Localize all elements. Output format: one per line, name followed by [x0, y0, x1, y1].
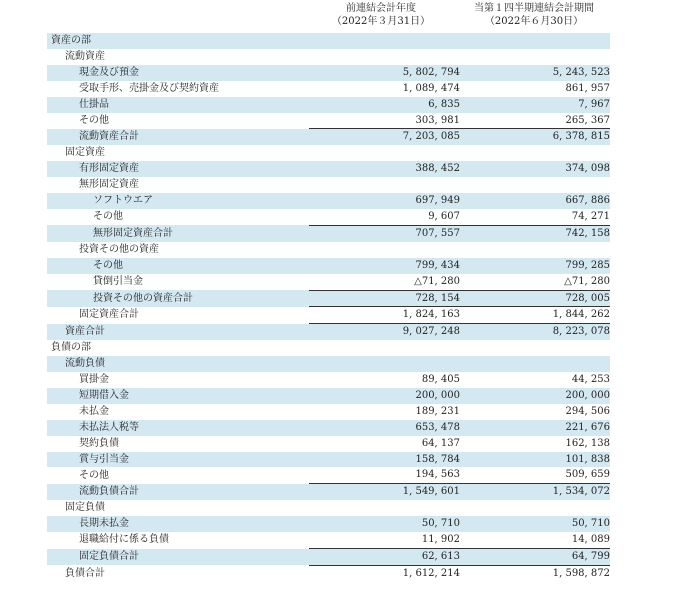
table-row	[47, 467, 610, 483]
column-header-previous-title: 前連結会計年度	[346, 3, 416, 14]
row-label: 仕掛品	[47, 97, 309, 113]
row-label: 退職給付に係る負債	[79, 534, 169, 546]
table-row	[47, 356, 610, 372]
table-row	[47, 388, 610, 404]
table-row	[47, 516, 610, 532]
table-row	[47, 161, 610, 177]
current-value-cell: 861, 957	[565, 82, 610, 94]
current-value-cell: 101, 838	[460, 452, 610, 468]
row-label: 固定資産合計	[79, 309, 139, 321]
table-row	[47, 372, 610, 388]
previous-value-cell: 200, 000	[309, 388, 460, 404]
row-label: 流動負債合計	[47, 484, 309, 500]
row-label: その他	[47, 258, 309, 274]
previous-value-cell: 7, 203, 085	[309, 129, 460, 145]
column-header-current-date: （2022年６月30日）	[484, 16, 584, 27]
row-label: 有形固定資産	[47, 161, 309, 177]
previous-value-cell: 89, 405	[421, 374, 460, 386]
row-label: 現金及び預金	[47, 65, 309, 81]
row-label: 固定資産	[65, 147, 105, 159]
table-row	[47, 324, 610, 340]
current-value-cell: 14, 089	[571, 534, 610, 546]
current-value-cell	[460, 500, 610, 516]
previous-value-cell: 728, 154	[309, 290, 460, 307]
current-value-cell: 50, 710	[460, 516, 610, 532]
previous-value-cell	[309, 356, 460, 372]
row-label: その他	[79, 469, 109, 481]
table-row	[47, 436, 610, 452]
current-value-cell: 374, 098	[460, 161, 610, 177]
balance-sheet-table	[47, 33, 610, 582]
current-value-cell: 6, 378, 815	[460, 129, 610, 145]
row-label: ソフトウエア	[47, 193, 309, 209]
table-row	[47, 258, 610, 274]
row-label: 短期借入金	[47, 388, 309, 404]
current-value-cell: 8, 223, 078	[460, 324, 610, 340]
previous-value-cell: 64, 137	[421, 437, 460, 449]
current-value-cell: 74, 271	[571, 210, 610, 222]
current-value-cell	[460, 49, 610, 65]
row-label: 投資その他の資産	[79, 243, 159, 255]
table-row	[47, 452, 610, 468]
previous-value-cell: 303, 981	[415, 114, 460, 126]
previous-value-cell: 11, 902	[421, 534, 460, 546]
table-row	[47, 113, 610, 129]
table-row	[47, 290, 610, 307]
previous-value-cell: 50, 710	[309, 516, 460, 532]
column-header-current-quarter	[459, 2, 609, 28]
table-row	[47, 65, 610, 81]
table-row	[47, 145, 610, 161]
previous-value-cell: 1, 824, 163	[309, 307, 460, 324]
previous-value-cell: 1, 089, 474	[402, 82, 460, 94]
previous-value-cell: 6, 835	[309, 97, 460, 113]
previous-value-cell	[309, 242, 460, 258]
previous-value-cell: 697, 949	[309, 193, 460, 209]
previous-value-cell: 194, 563	[415, 469, 460, 481]
current-value-cell: 7, 967	[460, 97, 610, 113]
current-value-cell: 728, 005	[460, 290, 610, 307]
current-value-cell	[460, 242, 610, 258]
row-label: 長期未払金	[47, 516, 309, 532]
row-label: 固定負債	[65, 502, 105, 514]
table-row	[47, 177, 610, 193]
row-label: 貸倒引当金	[93, 275, 143, 287]
balance-sheet-body	[47, 33, 610, 582]
table-row	[47, 532, 610, 548]
previous-value-cell	[309, 340, 460, 356]
table-row	[47, 242, 610, 258]
current-value-cell	[460, 177, 610, 193]
current-value-cell: 1, 598, 872	[460, 565, 610, 581]
current-value-cell	[460, 356, 610, 372]
current-value-cell: 667, 886	[460, 193, 610, 209]
table-row	[47, 33, 610, 49]
row-label: 未払金	[79, 405, 109, 417]
previous-value-cell	[309, 145, 460, 161]
table-row	[47, 500, 610, 516]
previous-value-cell	[309, 33, 460, 49]
table-row	[47, 340, 610, 356]
column-header-current-title: 当第１四半期連結会計期間	[474, 3, 594, 14]
previous-value-cell: 9, 607	[428, 210, 460, 222]
row-label: 負債の部	[51, 342, 91, 354]
current-value-cell: 221, 676	[460, 420, 610, 436]
table-row	[47, 129, 610, 145]
row-label: 資産合計	[47, 324, 309, 340]
previous-value-cell: 1, 549, 601	[309, 484, 460, 500]
previous-value-cell: 707, 557	[309, 225, 460, 241]
row-label: 流動負債	[47, 356, 309, 372]
table-row	[47, 307, 610, 324]
previous-value-cell: 799, 434	[309, 258, 460, 274]
current-value-cell: 44, 253	[571, 374, 610, 386]
table-row	[47, 97, 610, 113]
row-label: 賞与引当金	[47, 452, 309, 468]
current-value-cell: 162, 138	[565, 437, 610, 449]
row-label: 固定負債合計	[47, 549, 309, 566]
row-label: 資産の部	[47, 33, 309, 49]
previous-value-cell: 388, 452	[309, 161, 460, 177]
previous-value-cell: 9, 027, 248	[309, 324, 460, 340]
previous-value-cell: 653, 478	[309, 420, 460, 436]
previous-value-cell	[309, 500, 460, 516]
row-label: 買掛金	[79, 374, 109, 386]
previous-value-cell: 1, 612, 214	[309, 565, 460, 581]
row-label: 負債合計	[65, 567, 105, 579]
previous-value-cell: 62, 613	[309, 549, 460, 566]
current-value-cell: 799, 285	[460, 258, 610, 274]
row-label: 無形固定資産	[79, 179, 139, 191]
row-label: 流動資産合計	[47, 129, 309, 145]
table-row	[47, 274, 610, 290]
current-value-cell	[460, 33, 610, 49]
column-header-previous-date: （2022年３月31日）	[331, 16, 431, 27]
previous-value-cell: 158, 784	[309, 452, 460, 468]
current-value-cell: △71, 280	[564, 275, 610, 287]
table-row	[47, 225, 610, 241]
previous-value-cell: 5, 802, 794	[309, 65, 460, 81]
table-row	[47, 565, 610, 581]
previous-value-cell: 189, 231	[415, 405, 460, 417]
table-row	[47, 484, 610, 500]
column-header-previous-fiscal-year	[306, 2, 456, 28]
current-value-cell: 5, 243, 523	[460, 65, 610, 81]
current-value-cell: 294, 506	[565, 405, 610, 417]
current-value-cell: 64, 799	[460, 549, 610, 566]
table-row	[47, 49, 610, 65]
previous-value-cell: △71, 280	[414, 275, 460, 287]
current-value-cell: 1, 534, 072	[460, 484, 610, 500]
current-value-cell: 1, 844, 262	[460, 307, 610, 324]
row-label: 無形固定資産合計	[47, 225, 309, 241]
current-value-cell	[460, 145, 610, 161]
previous-value-cell	[309, 177, 460, 193]
current-value-cell	[460, 340, 610, 356]
row-label: 流動資産	[65, 50, 105, 62]
current-value-cell: 509, 659	[565, 469, 610, 481]
row-label: 未払法人税等	[47, 420, 309, 436]
row-label: 投資その他の資産合計	[47, 290, 309, 307]
current-value-cell: 742, 158	[460, 225, 610, 241]
row-label: その他	[79, 114, 109, 126]
table-row	[47, 209, 610, 225]
row-label: 受取手形、売掛金及び契約資産	[79, 82, 219, 94]
table-row	[47, 81, 610, 97]
current-value-cell: 265, 367	[565, 114, 610, 126]
row-label: 契約負債	[79, 437, 119, 449]
current-value-cell: 200, 000	[460, 388, 610, 404]
table-row	[47, 420, 610, 436]
table-row	[47, 193, 610, 209]
table-row	[47, 549, 610, 566]
row-label: その他	[93, 211, 123, 223]
table-row	[47, 404, 610, 420]
previous-value-cell	[309, 49, 460, 65]
